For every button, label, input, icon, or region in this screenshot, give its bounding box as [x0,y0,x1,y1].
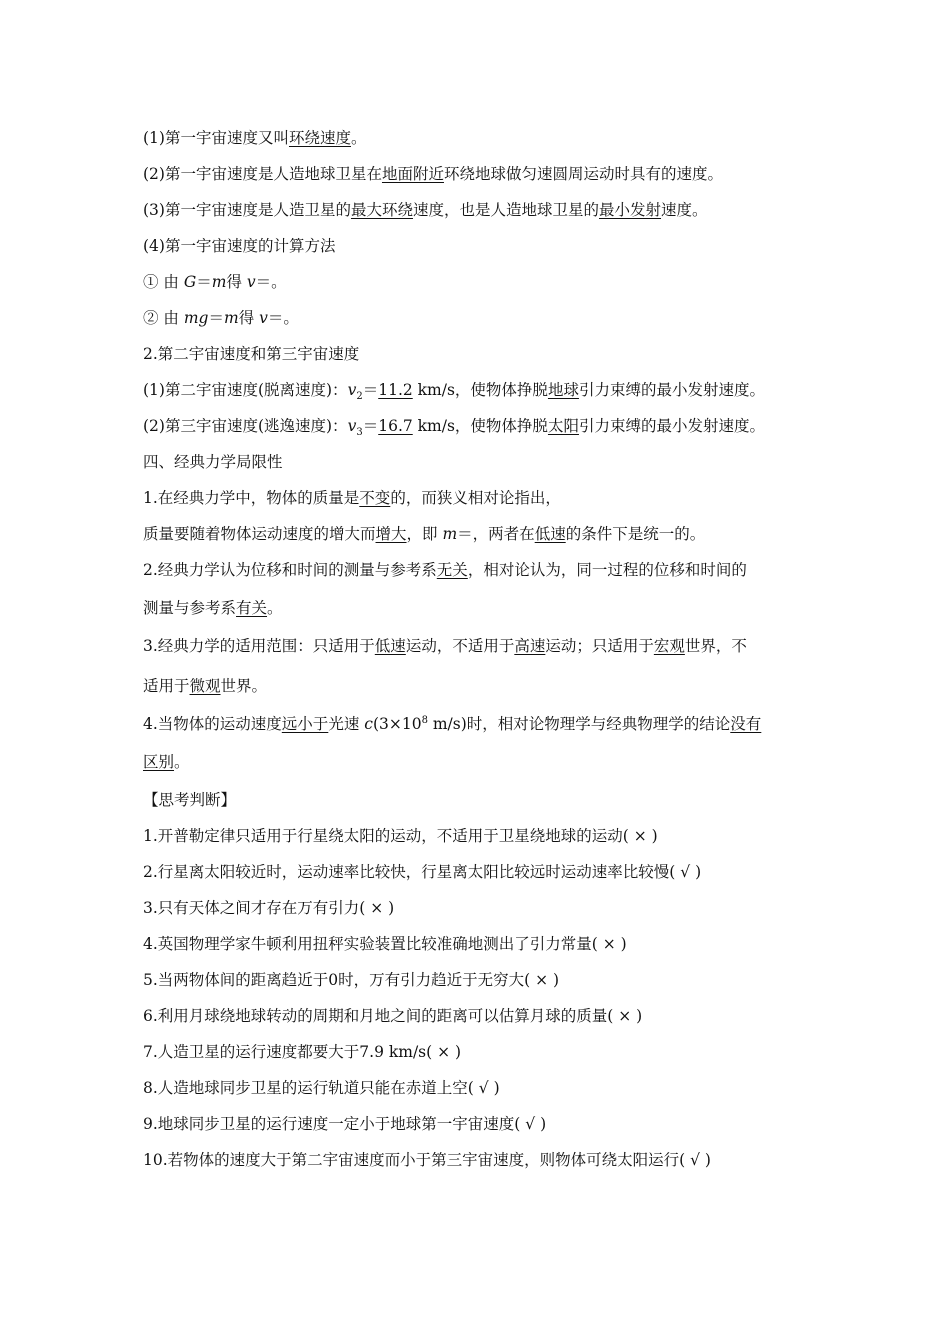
blank-answer: 有关 [236,599,268,617]
applicability-statement-cont: 适用于微观世界。 [143,677,268,695]
judge-item: 1.开普勒定律只适用于行星绕太阳的运动，不适用于卫星绕地球的运动( × ) [143,827,658,845]
think-judge-heading: 【思考判断】 [143,791,237,809]
blank-answer: 低速 [374,637,406,655]
second-cosmic-velocity: (1)第二宇宙速度(脱离速度)：$v_2=11.2$ km/s，使物体挣脱地球引力束缚的最小发射速度。 [143,381,765,403]
blank-answer: 宏观 [653,637,685,655]
method-two-formula: ② 由 mg＝m得 v＝。 [143,309,299,327]
blank-answer: 高速 [514,637,546,655]
method-one-formula: ① 由 G＝m得 v＝。 [143,273,287,291]
first-cosmic-velocity-definition: (2)第一宇宙速度是人造地球卫星在地面附近环绕地球做匀速圆周运动时具有的速度。 [143,165,723,183]
reference-frame-statement-cont: 测量与参考系有关。 [143,599,283,617]
judge-item: 4.英国物理学家牛顿利用扭秤实验装置比较准确地测出了引力常量( × ) [143,935,627,953]
blank-answer: 地面附近 [381,165,444,183]
blank-answer: 没有 [730,715,762,733]
applicability-statement: 3.经典力学的适用范围：只适用于低速运动，不适用于高速运动；只适用于宏观世界，不 [143,637,747,655]
judge-item: 10.若物体的速度大于第二宇宙速度而小于第三宇宙速度，则物体可绕太阳运行( √ ) [143,1151,711,1169]
blank-answer: 远小于 [281,715,329,733]
blank-answer: 地球 [547,381,579,399]
first-cosmic-velocity-extremes: (3)第一宇宙速度是人造卫星的最大环绕速度，也是人造地球卫星的最小发射速度。 [143,201,708,219]
blank-answer: 最大环绕 [350,201,413,219]
third-cosmic-velocity: (2)第三宇宙速度(逃逸速度)：$v_3=16.7$ km/s，使物体挣脱太阳引力束缚的最小发射速度。 [143,417,765,439]
judge-item: 3.只有天体之间才存在万有引力( × ) [143,899,395,917]
section-heading-classical-mechanics: 四、经典力学局限性 [143,453,283,471]
blank-answer: 11.2 [378,381,413,399]
blank-answer: 区别 [143,753,175,771]
blank-answer: 最小发射 [599,201,662,219]
judge-item: 9.地球同步卫星的运行速度一定小于地球第一宇宙速度( √ ) [143,1115,547,1133]
speed-of-light-statement-cont: 区别。 [143,753,190,771]
reference-frame-statement: 2.经典力学认为位移和时间的测量与参考系无关，相对论认为，同一过程的位移和时间的 [143,561,747,579]
blank-answer: 太阳 [547,417,579,435]
blank-answer: 16.7 [378,417,413,435]
mass-statement: 1.在经典力学中，物体的质量是不变的，而狭义相对论指出， [143,489,561,507]
calculation-method-heading: (4)第一宇宙速度的计算方法 [143,237,336,255]
blank-answer: 低速 [534,525,566,543]
blank-answer: 增大 [375,525,407,543]
blank-answer: 微观 [189,677,221,695]
speed-of-light-statement: 4.当物体的运动速度远小于光速 $c(3\times 10^8$ m/s)时，相对论物理学与经典物理学的结论没有 [143,714,762,733]
judge-item: 2.行星离太阳较近时，运动速率比较快，行星离太阳比较远时运动速率比较慢( √ ) [143,863,702,881]
judge-item: 6.利用月球绕地球转动的周期和月地之间的距离可以估算月球的质量( × ) [143,1007,643,1025]
judge-item: 5.当两物体间的距离趋近于0时，万有引力趋近于无穷大( × ) [143,971,560,989]
blank-answer: 不变 [359,489,391,507]
section-heading-cosmic-velocities: 2.第二宇宙速度和第三宇宙速度 [143,345,360,363]
judge-item: 7.人造卫星的运行速度都要大于7.9 km/s( × ) [143,1043,462,1061]
blank-answer: 无关 [436,561,468,579]
first-cosmic-velocity-name: (1)第一宇宙速度又叫环绕速度。 [143,129,367,147]
judge-item: 8.人造地球同步卫星的运行轨道只能在赤道上空( √ ) [143,1079,500,1097]
mass-relativity-statement: 质量要随着物体运动速度的增大而增大，即 m＝，两者在低速的条件下是统一的。 [143,525,706,543]
blank-answer: 环绕速度 [288,129,351,147]
